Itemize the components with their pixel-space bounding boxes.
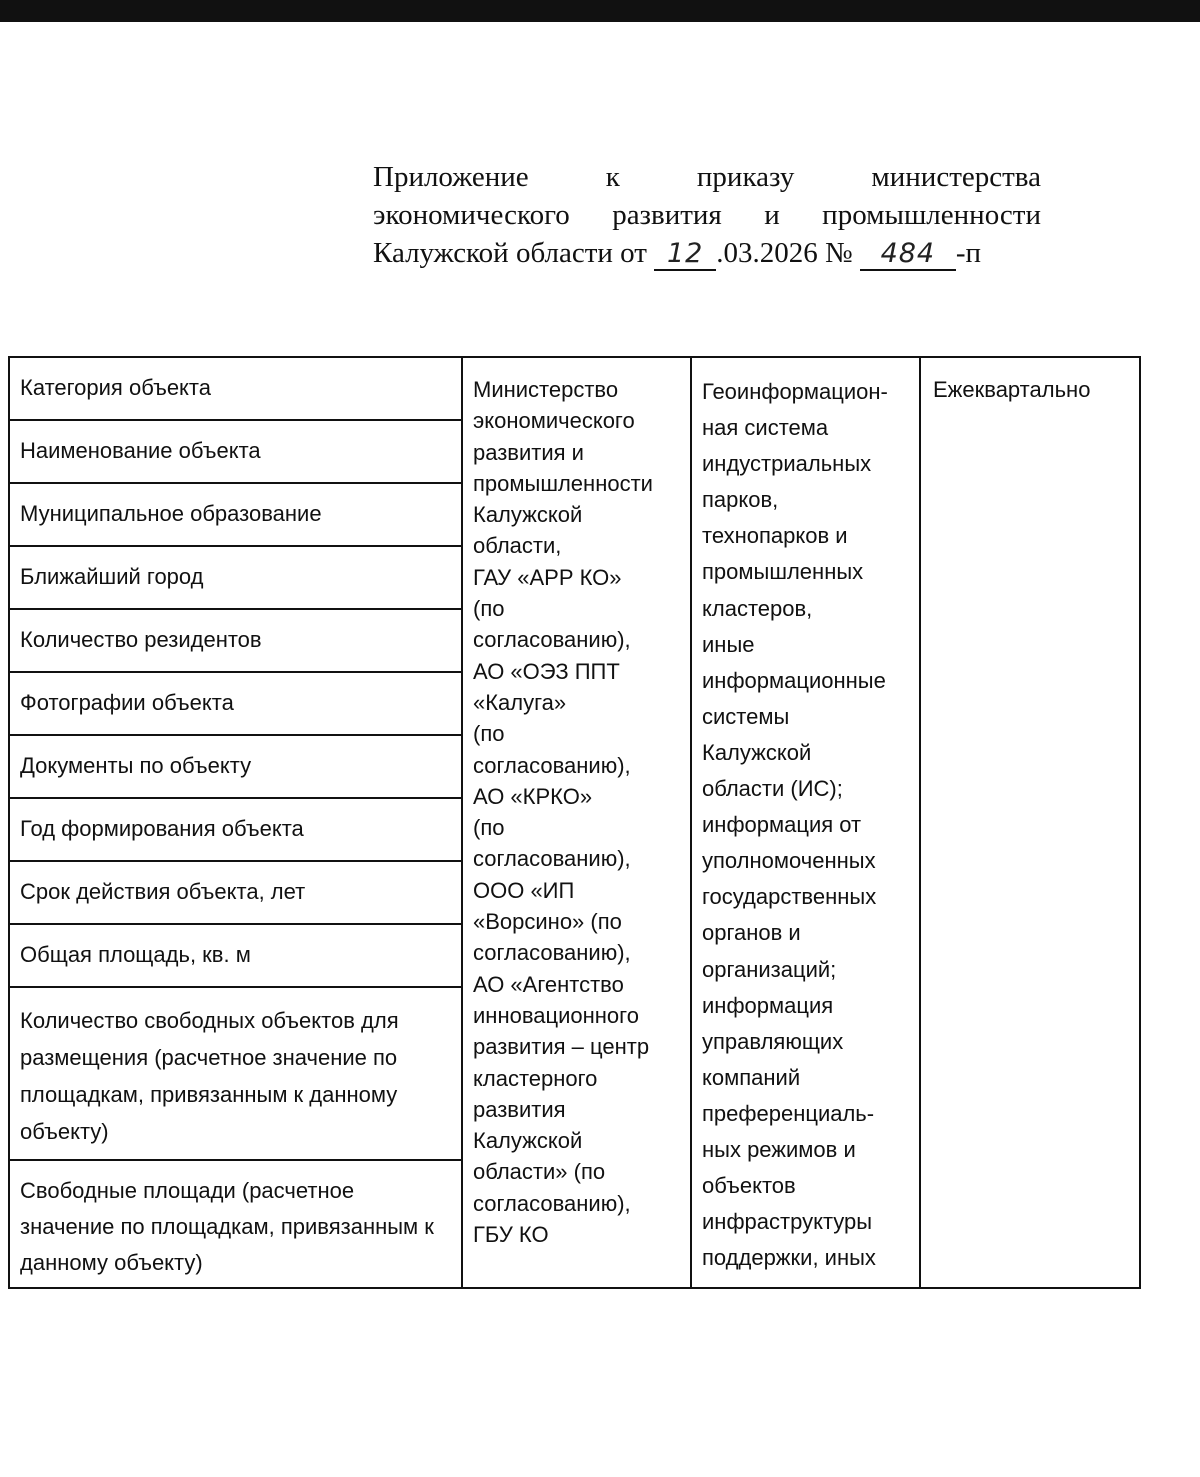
order-date-rest: .03.2026 №: [716, 237, 853, 269]
header-line-2: [373, 196, 1041, 234]
header-word: и: [764, 199, 780, 231]
table-row: Муниципальное образование: [10, 484, 461, 547]
object-attributes-table: [8, 356, 1141, 1289]
order-date-prefix: Калужской области от: [373, 237, 647, 269]
responsible-column: Министерство экономического развития и промышленности Калужской области, ГАУ «АРР КО» (по согласованию), АО «ОЭЗ ППТ «Калуга» (по согласованию), АО «КРКО» (по согласованию), ООО «ИП «Ворсино» (по согласованию), АО «Агентство инновационного развития – центр кластерного развития Калужской области» (по согласованию), ГБУ КО: [463, 358, 692, 1287]
header-word: промышленности: [822, 199, 1041, 231]
order-number-suffix: -п: [955, 237, 982, 269]
order-day-handwritten: 12: [654, 239, 716, 271]
header-word: к: [605, 161, 620, 193]
table-row: Категория объекта: [10, 358, 461, 421]
table-row: Количество резидентов: [10, 610, 461, 673]
header-word: Приложение: [373, 161, 529, 193]
table-row: Ближайший город: [10, 547, 461, 610]
header-word: экономического: [373, 199, 570, 231]
table-row: Документы по объекту: [10, 736, 461, 799]
table-row: Свободные площади (расчетное значение по площадкам, привязанным к данному объекту): [20, 1178, 434, 1275]
sources-column: Геоинформацион- ная система индустриальных парков, технопарков и промышленных кластеров, иные информационные системы Калужской области (ИС); информация от уполномоченных государственных органов и организаций; информация управляющих компаний преференциаль- ных режимов и объектов инфраструктуры поддержки, иных: [692, 358, 921, 1287]
table-row: Фотографии объекта: [10, 673, 461, 736]
header-line-1: [373, 158, 1041, 196]
table-row: Год формирования объекта: [10, 799, 461, 862]
header-word: министерства: [871, 161, 1041, 193]
attribute-column: [10, 358, 463, 1287]
header-line-3: [373, 234, 1041, 272]
table-row: Общая площадь, кв. м: [10, 925, 461, 988]
table-row: Количество свободных объектов для размещения (расчетное значение по площадкам, привязанным к данному объекту): [10, 988, 461, 1161]
header-word: приказу: [696, 161, 795, 193]
table-row: Наименование объекта: [10, 421, 461, 484]
order-number-handwritten: 484: [860, 239, 956, 271]
header-word: развития: [612, 199, 722, 231]
frequency-column: Ежеквартально: [933, 377, 1091, 402]
appendix-header: [373, 158, 1041, 272]
scan-top-border: [0, 0, 1200, 22]
table-row: Срок действия объекта, лет: [10, 862, 461, 925]
